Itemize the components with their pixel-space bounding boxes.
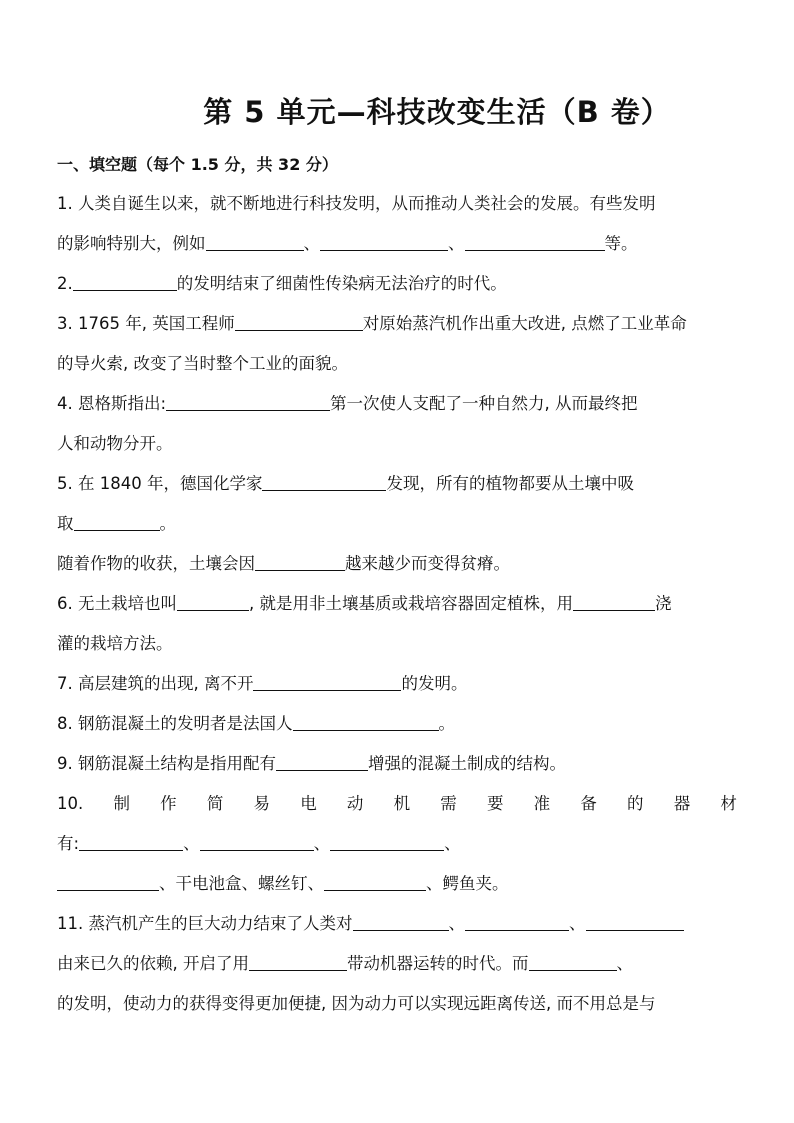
answer-blank[interactable] bbox=[353, 914, 449, 931]
answer-blank[interactable] bbox=[529, 954, 617, 971]
question-11-line-3: 的发明，使动力的获得变得更加便捷, 因为动力可以实现远距离传送, 而不用总是与 bbox=[57, 994, 656, 1013]
answer-blank[interactable] bbox=[177, 594, 249, 611]
question-1-line-2: 的影响特别大，例如 、 、 等。 bbox=[57, 234, 638, 253]
answer-blank[interactable] bbox=[166, 394, 330, 411]
question-6-line-2: 灌的栽培方法。 bbox=[57, 634, 173, 653]
question-2: 2. 的发明结束了细菌性传染病无法治疗的时代。 bbox=[57, 274, 507, 293]
question-11-line-1: 11. 蒸汽机产生的巨大动力结束了人类对 、 、 bbox=[57, 914, 737, 934]
answer-blank[interactable] bbox=[206, 234, 304, 251]
answer-blank[interactable] bbox=[79, 834, 183, 851]
answer-blank[interactable] bbox=[235, 314, 363, 331]
question-6-line-1: 6. 无土栽培也叫 , 就是用非土壤基质或栽培容器固定植株，用 浇 bbox=[57, 594, 672, 613]
answer-blank[interactable] bbox=[320, 234, 448, 251]
answer-blank[interactable] bbox=[253, 674, 401, 691]
question-4-line-2: 人和动物分开。 bbox=[57, 434, 173, 453]
answer-blank[interactable] bbox=[573, 594, 655, 611]
answer-blank[interactable] bbox=[200, 834, 314, 851]
answer-blank[interactable] bbox=[74, 514, 160, 531]
answer-blank[interactable] bbox=[249, 954, 347, 971]
answer-blank[interactable] bbox=[57, 874, 159, 891]
answer-blank[interactable] bbox=[465, 234, 605, 251]
question-7: 7. 高层建筑的出现, 离不开 的发明。 bbox=[57, 674, 468, 693]
question-5-line-2: 取 。 bbox=[57, 514, 176, 533]
question-10-line-1: 10. 制 作 简 易 电 动 机 需 要 准 备 的 器 材 bbox=[57, 794, 737, 813]
question-9: 9. 钢筋混凝土结构是指用配有 增强的混凝土制成的结构。 bbox=[57, 754, 566, 773]
question-1-line-1: 1. 人类自诞生以来，就不断地进行科技发明，从而推动人类社会的发展。有些发明 bbox=[57, 194, 656, 213]
question-10-line-2: 有: 、 、 、 bbox=[57, 834, 461, 853]
question-5-line-3: 随着作物的收获，土壤会因 越来越少而变得贫瘠。 bbox=[57, 554, 510, 573]
question-3-line-2: 的导火索, 改变了当时整个工业的面貌。 bbox=[57, 354, 348, 373]
question-5-line-1: 5. 在 1840 年，德国化学家 发现，所有的植物都要从土壤中吸 bbox=[57, 474, 634, 493]
question-10-line-3: 、干电池盒、螺丝钉、 、鳄鱼夹。 bbox=[57, 874, 737, 894]
section-heading: 一、填空题（每个 1.5 分，共 32 分） bbox=[57, 155, 338, 174]
answer-blank[interactable] bbox=[255, 554, 345, 571]
answer-blank[interactable] bbox=[586, 914, 684, 931]
answer-blank[interactable] bbox=[262, 474, 386, 491]
question-3-line-1: 3. 1765 年, 英国工程师 对原始蒸汽机作出重大改进, 点燃了工业革命 bbox=[57, 314, 687, 333]
answer-blank[interactable] bbox=[330, 834, 444, 851]
answer-blank[interactable] bbox=[465, 914, 569, 931]
question-11-line-2: 由来已久的依赖, 开启了用 带动机器运转的时代。而 、 bbox=[57, 954, 633, 973]
question-8: 8. 钢筋混凝土的发明者是法国人 。 bbox=[57, 714, 455, 733]
answer-blank[interactable] bbox=[73, 274, 177, 291]
answer-blank[interactable] bbox=[324, 874, 426, 891]
answer-blank[interactable] bbox=[293, 714, 439, 731]
answer-blank[interactable] bbox=[276, 754, 368, 771]
page-title: 第 5 单元—科技改变生活（B 卷） bbox=[203, 95, 671, 129]
question-4-line-1: 4. 恩格斯指出: 第一次使人支配了一种自然力, 从而最终把 bbox=[57, 394, 638, 413]
